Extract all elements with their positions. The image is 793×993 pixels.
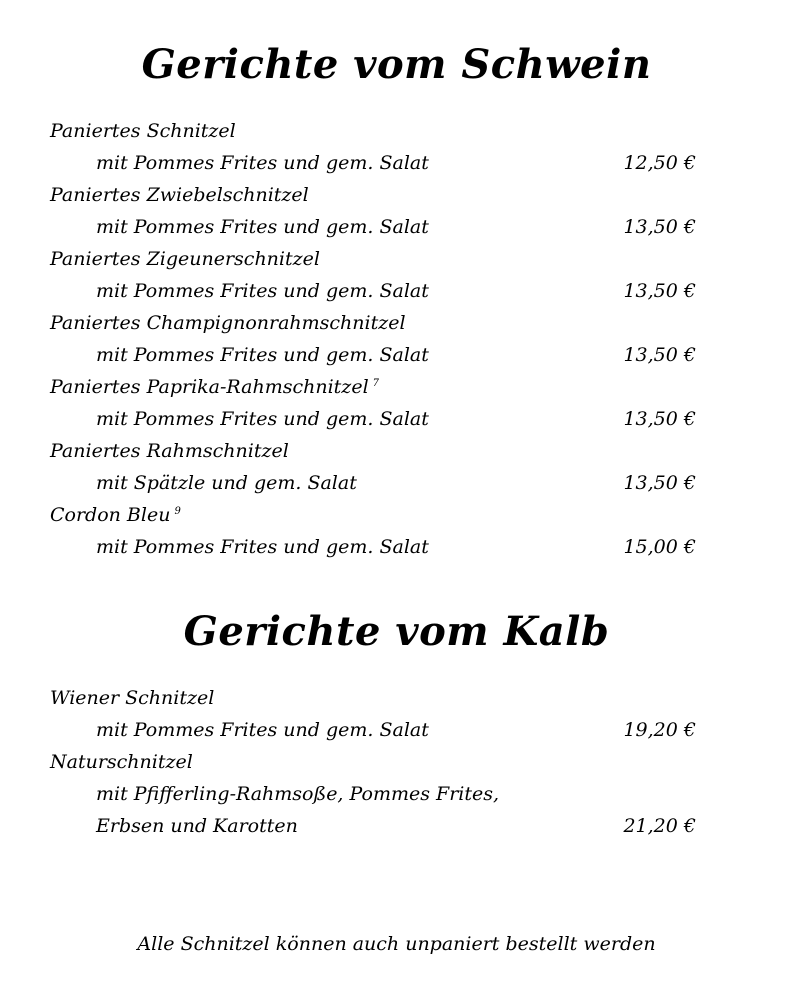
- dish-price: 15,00 €: [623, 536, 696, 558]
- dish-name: Paniertes Paprika-Rahmschnitzel $^7$: [50, 376, 380, 398]
- dish-price: 13,50 €: [623, 216, 696, 238]
- dish-list-kalb: [50, 682, 700, 842]
- dish-name: Paniertes Zwiebelschnitzel: [50, 184, 309, 206]
- dish-side-text: mit Pommes Frites und gem. Salat: [96, 536, 429, 558]
- dish-price: 12,50 €: [623, 152, 696, 174]
- dish-name: Paniertes Champignonrahmschnitzel: [50, 312, 406, 334]
- section-title-schwein: Gerichte vom Schwein: [141, 41, 652, 88]
- dish-name: Naturschnitzel: [50, 751, 193, 773]
- dish-side-text: mit Pommes Frites und gem. Salat: [96, 344, 429, 366]
- dish-side-line: [50, 339, 700, 371]
- dish-item: [50, 179, 700, 243]
- dish-price: 13,50 €: [623, 408, 696, 430]
- dish-item: [50, 243, 700, 307]
- dish-side-line: [50, 147, 700, 179]
- dish-item: [50, 682, 700, 746]
- dish-side-text: mit Pfifferling-Rahmsoße, Pommes Frites,: [96, 783, 500, 805]
- dish-name: Cordon Bleu $^9$: [50, 504, 181, 526]
- dish-name: Paniertes Rahmschnitzel: [50, 440, 289, 462]
- dish-side-text: mit Pommes Frites und gem. Salat: [96, 216, 429, 238]
- dish-item: [50, 307, 700, 371]
- dish-side-line: [50, 778, 700, 810]
- footer-note: Alle Schnitzel können auch unpaniert bestellt werden: [137, 933, 656, 955]
- dish-side-line: [50, 403, 700, 435]
- dish-side-line: [50, 714, 700, 746]
- dish-price: 13,50 €: [623, 472, 696, 494]
- dish-item: [50, 499, 700, 563]
- dish-item: [50, 435, 700, 499]
- dish-name: Wiener Schnitzel: [50, 687, 215, 709]
- dish-list-schwein: [50, 115, 700, 563]
- dish-side-line: [50, 531, 700, 563]
- dish-price: 13,50 €: [623, 280, 696, 302]
- dish-item: [50, 115, 700, 179]
- dish-side-line: [50, 810, 700, 842]
- dish-side-text: mit Spätzle und gem. Salat: [96, 472, 357, 494]
- dish-item: [50, 371, 700, 435]
- dish-name: Paniertes Schnitzel: [50, 120, 236, 142]
- dish-side-text: mit Pommes Frites und gem. Salat: [96, 152, 429, 174]
- dish-name: Paniertes Zigeunerschnitzel: [50, 248, 320, 270]
- section-title-kalb: Gerichte vom Kalb: [183, 608, 610, 655]
- dish-price: 13,50 €: [623, 344, 696, 366]
- dish-side-text: Erbsen und Karotten: [96, 815, 298, 837]
- dish-side-text: mit Pommes Frites und gem. Salat: [96, 719, 429, 741]
- dish-item: [50, 746, 700, 842]
- allergen-note: 9: [174, 505, 181, 517]
- dish-side-text: mit Pommes Frites und gem. Salat: [96, 408, 429, 430]
- dish-side-text: mit Pommes Frites und gem. Salat: [96, 280, 429, 302]
- allergen-note: 7: [372, 377, 380, 389]
- dish-side-line: [50, 211, 700, 243]
- dish-price: 19,20 €: [623, 719, 696, 741]
- dish-price: 21,20 €: [623, 815, 696, 837]
- dish-side-line: [50, 467, 700, 499]
- dish-side-line: [50, 275, 700, 307]
